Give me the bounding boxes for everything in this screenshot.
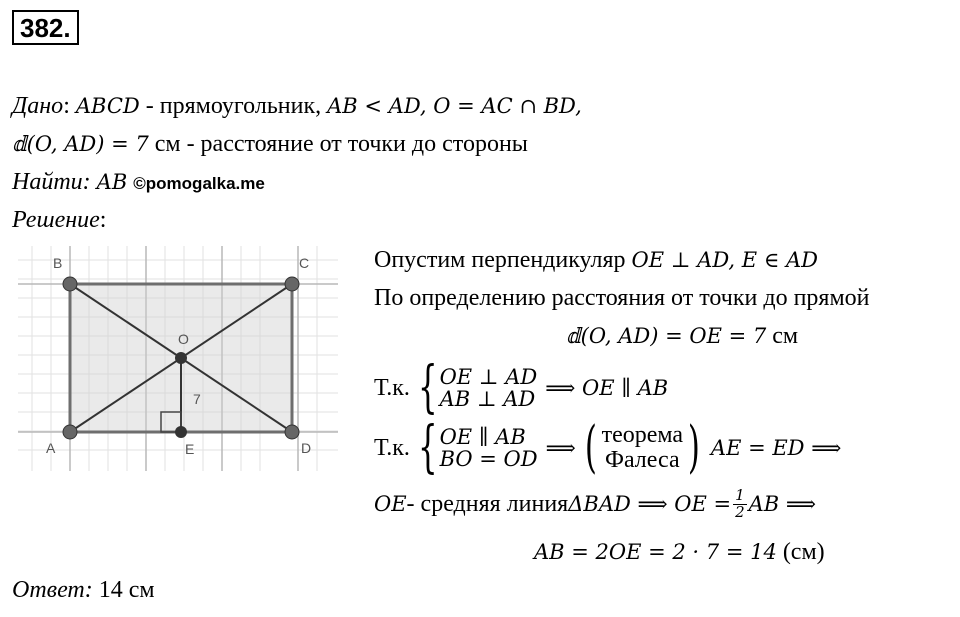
tk-label-1: Т.к.: [374, 375, 410, 401]
given-figure: ABCD: [75, 94, 140, 118]
label-d: D: [301, 440, 312, 456]
label-e: E: [185, 441, 195, 457]
point-o: [175, 352, 187, 364]
system-1-line-a: OE ⊥ AD: [439, 364, 538, 389]
point-e: [175, 426, 187, 438]
paren-right: ): [687, 415, 700, 480]
find-label: Найти:: [12, 169, 91, 195]
step-definition: По определению расстояния от точки до прямой: [374, 285, 870, 311]
solution-label: Решение: [12, 207, 100, 233]
given-label: Дано: [12, 93, 64, 119]
tk-label-2: Т.к.: [374, 435, 410, 461]
geometry-figure: [18, 246, 338, 471]
implies-arrow: ⟹: [545, 435, 576, 460]
answer-value: 14 см: [92, 577, 155, 603]
step-midline: [374, 488, 816, 521]
system-2-line-a: OE ∥ AB: [439, 424, 526, 449]
given-text-2: - расстояние от точки до стороны: [180, 131, 528, 157]
label-segment-length: 7: [193, 391, 201, 407]
step-perpendicular: [374, 248, 818, 272]
point-d: [285, 425, 299, 439]
fraction-numerator: 1: [735, 486, 745, 504]
step-7-unit: (см): [776, 539, 825, 565]
given-line-1: [12, 94, 582, 118]
step-system-1: [374, 355, 669, 420]
find-value: AB: [96, 170, 128, 194]
problem-number: 382.: [12, 10, 79, 45]
answer-line: [12, 578, 155, 602]
point-a: [63, 425, 77, 439]
given-unit: см: [148, 131, 181, 157]
step-6-math-2: ΔBAD ⟹ OE =: [568, 491, 732, 516]
solution-heading: [12, 208, 106, 232]
label-b: B: [53, 255, 63, 271]
label-c: C: [299, 255, 310, 271]
point-c: [285, 277, 299, 291]
given-distance: 𝕕(O, AD) = 7: [12, 132, 149, 156]
point-b: [63, 277, 77, 291]
step-distance: [566, 324, 798, 348]
step-6-text: - средняя линия: [406, 491, 569, 518]
label-o: O: [178, 331, 189, 347]
step-7-math: AB = 2OE = 2 · 7 = 14: [534, 540, 777, 564]
answer-label: Ответ:: [12, 577, 93, 603]
step-6-math-3: AB ⟹: [748, 491, 817, 516]
theorem-line-b: Фалеса: [604, 447, 680, 473]
given-colon: :: [63, 93, 70, 119]
paren-left: (: [584, 415, 597, 480]
step-3-math: 𝕕(O, AD) = OE = 7: [566, 324, 767, 348]
find-line: [12, 170, 265, 194]
step-1-math: OE ⊥ AD, E ∈ AD: [631, 248, 819, 272]
step-6-math-1: OE: [374, 491, 407, 516]
given-condition: AB < AD, O = AC ∩ BD,: [327, 94, 582, 118]
step-result: [534, 540, 825, 564]
solution-colon: :: [99, 207, 107, 233]
brace-2: {: [417, 415, 438, 480]
given-line-2: [12, 132, 528, 156]
step-3-unit: см: [766, 323, 799, 349]
watermark: ©pomogalka.me: [133, 174, 265, 193]
given-text-1: - прямоугольник,: [139, 93, 328, 119]
system-2-result: AE = ED ⟹: [710, 435, 842, 460]
fraction-denominator: 2: [735, 502, 745, 521]
step-1-text: Опустим перпендикуляр: [374, 247, 632, 273]
label-a: A: [46, 440, 56, 456]
system-1-line-b: AB ⊥ AD: [439, 387, 536, 411]
system-2-line-b: BO = OD: [439, 447, 538, 471]
system-1-result: ⟹ OE ∥ AB: [545, 375, 669, 400]
brace-1: {: [417, 355, 438, 420]
step-system-2: [374, 415, 842, 480]
theorem-line-a: теорема: [601, 421, 684, 448]
fraction-one-half: [733, 488, 747, 521]
